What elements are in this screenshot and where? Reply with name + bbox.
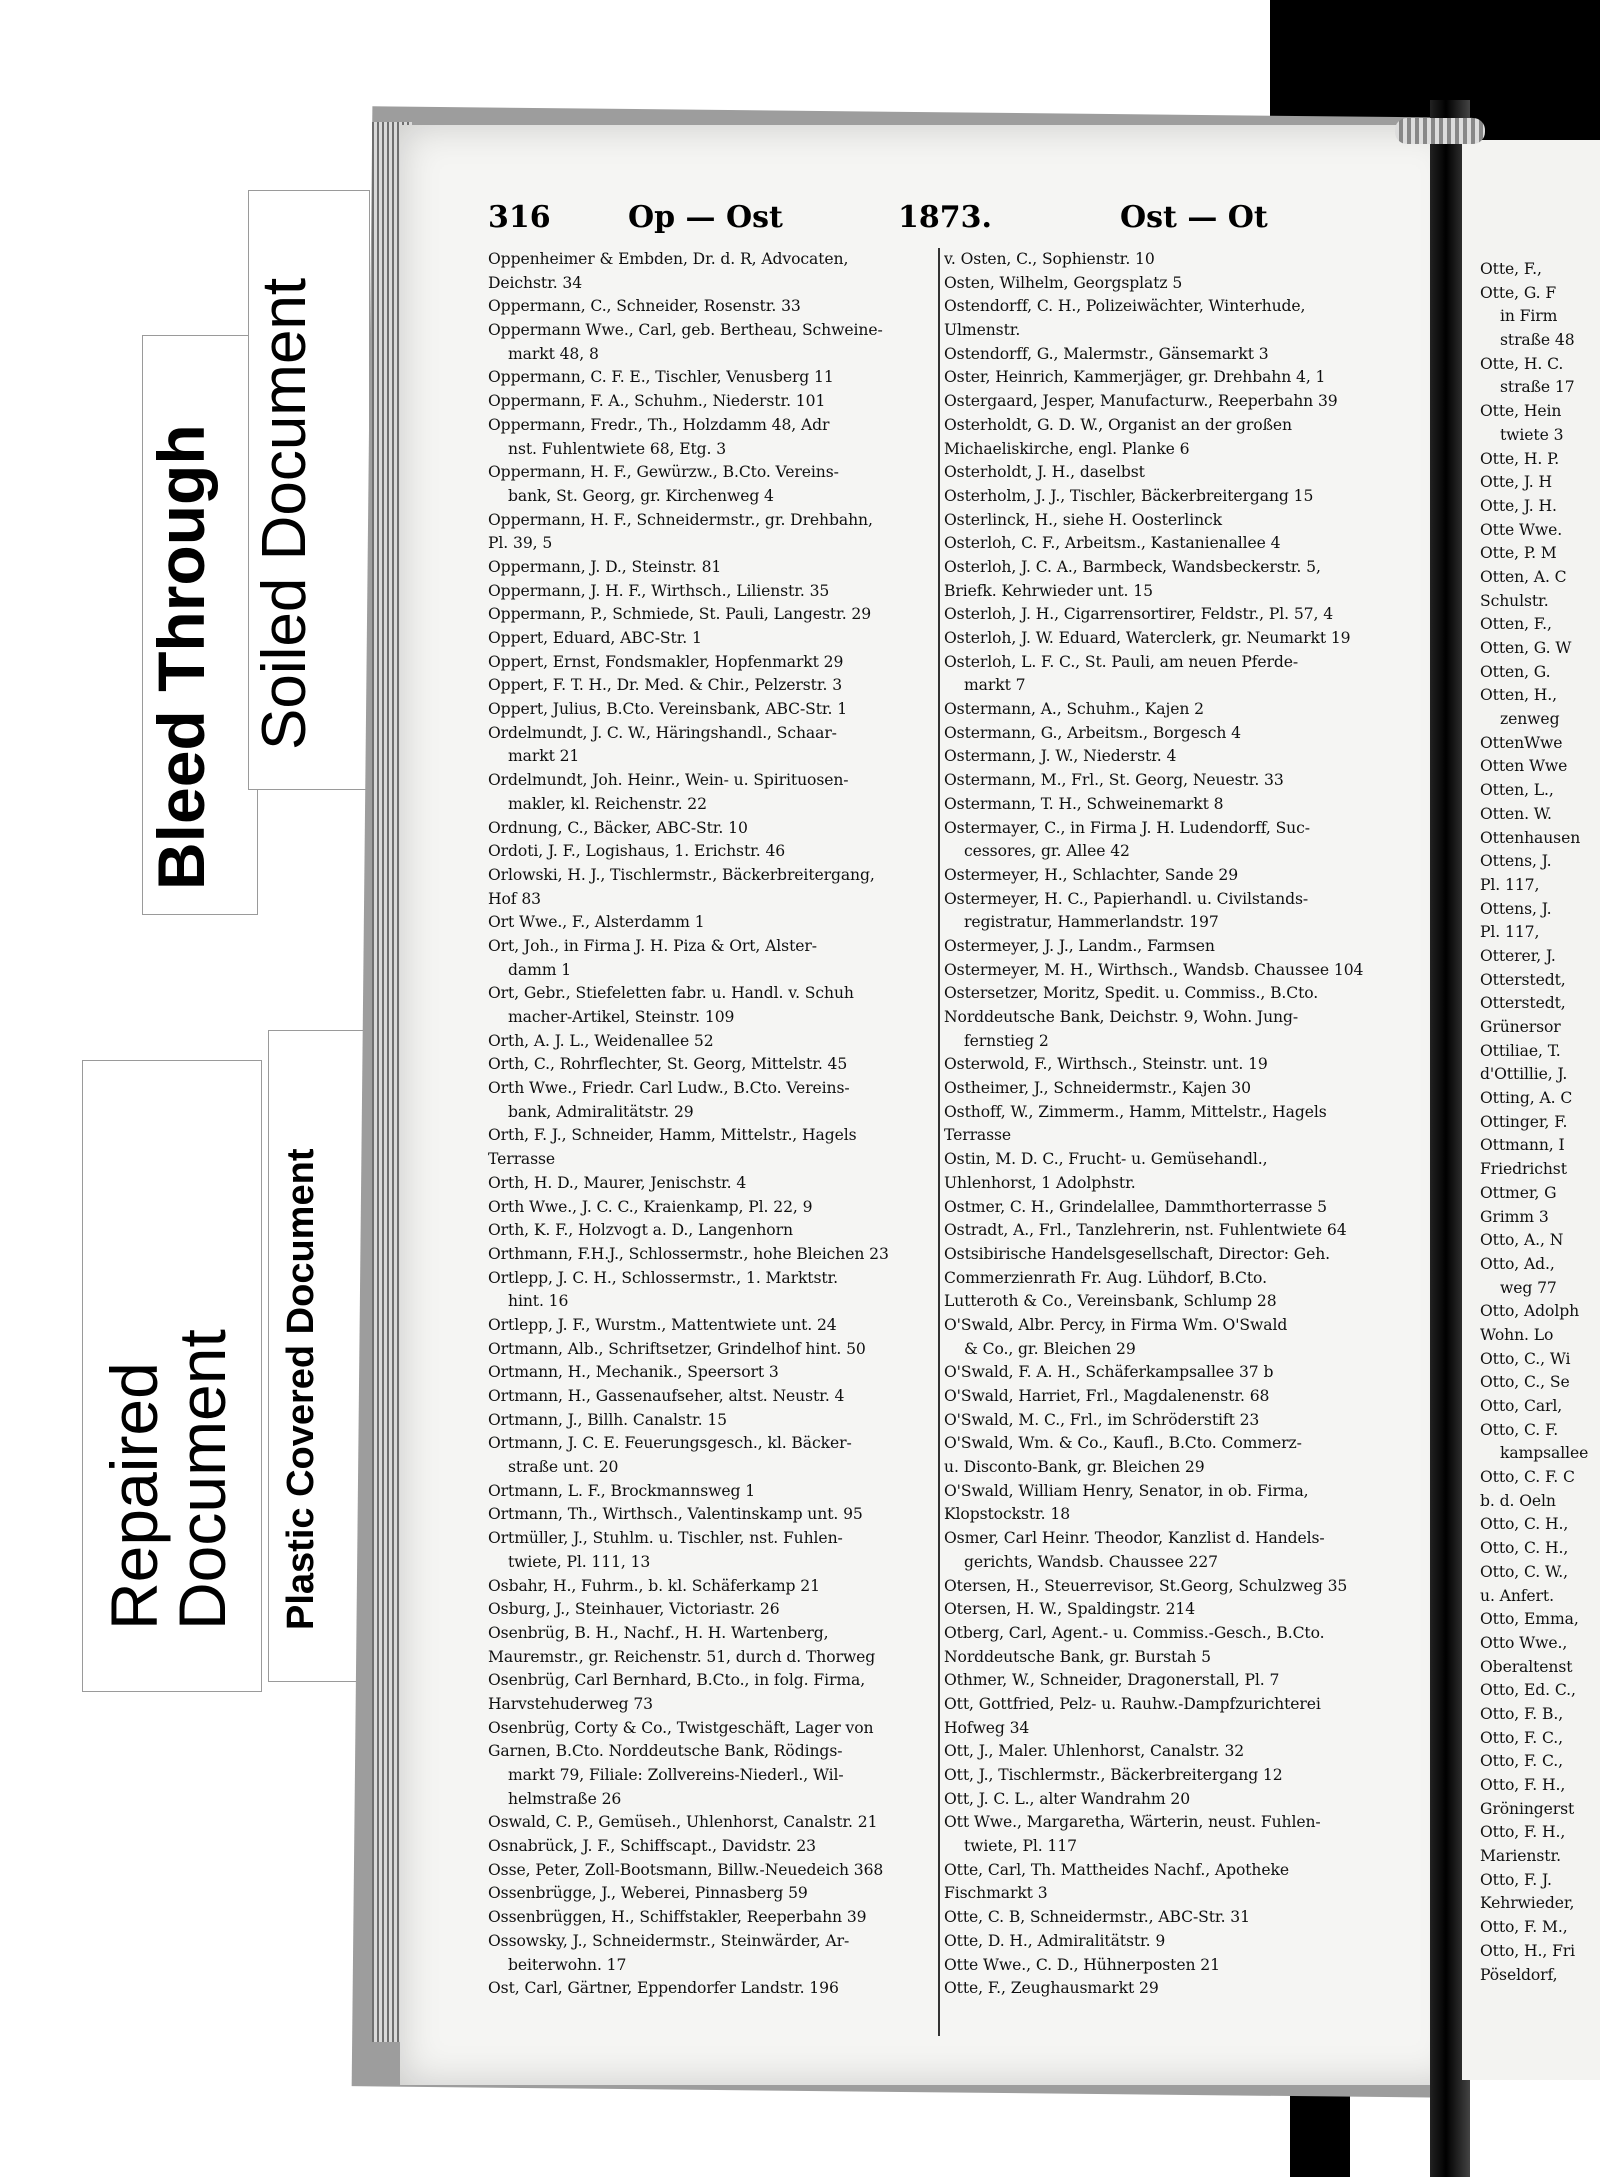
entry-line: Otte, J. H. xyxy=(1480,496,1557,515)
entry-line: Otten, F., xyxy=(1480,615,1552,634)
entry-line: Lutteroth & Co., Vereinsbank, Schlump 28 xyxy=(944,1292,1277,1311)
entry-line: Oster, Heinrich, Kammerjäger, gr. Drehbahn 4, 1 xyxy=(944,368,1326,387)
entry-line: Orlowski, H. J., Tischlermstr., Bäckerbreitergang, xyxy=(488,865,875,884)
entry-line: Osenbrüg, B. H., Nachf., H. H. Wartenberg, xyxy=(488,1623,829,1642)
entry-line: Ott, J. C. L., alter Wandrahm 20 xyxy=(944,1789,1191,1808)
entry-line: Ortmann, H., Gassenaufseher, altst. Neustr. 4 xyxy=(488,1387,845,1405)
entry-line: Ottens, J. xyxy=(1480,899,1552,918)
entry-line: Ostermann, G., Arbeitsm., Borgesch 4 xyxy=(944,723,1241,742)
entry-line: Oppermann Wwe., Carl, geb. Bertheau, Schweine- xyxy=(488,321,883,340)
entry-line: Otberg, Carl, Agent.- u. Commiss.-Gesch., B.Cto. xyxy=(944,1623,1325,1642)
entry-line: Oppermann, C., Schneider, Rosenstr. 33 xyxy=(488,297,801,316)
entry-line: Osterloh, L. F. C., St. Pauli, am neuen Pferde- xyxy=(944,652,1299,671)
entry-line: Otting, A. C xyxy=(1480,1089,1573,1108)
entry-line: Otte, J. H xyxy=(1480,473,1553,492)
entry-line: Osthoff, W., Zimmerm., Hamm, Mittelstr., Hagels xyxy=(944,1102,1327,1121)
entry-line: Oppermann, J. H. F., Wirthsch., Lilienstr. 35 xyxy=(488,581,830,600)
entry-line: Osterholm, J. J., Tischler, Bäckerbreitergang 15 xyxy=(944,486,1314,505)
entry-line: straße 48 xyxy=(1500,331,1575,350)
page-header xyxy=(488,200,1388,244)
entry-line: zenweg xyxy=(1500,710,1560,729)
entry-line: Otte Wwe., C. D., Hühnerposten 21 xyxy=(944,1955,1220,1974)
entry-line: Kehrwieder, xyxy=(1480,1894,1575,1913)
entry-line: Ostheimer, J., Schneidermstr., Kajen 30 xyxy=(944,1079,1251,1098)
entry-line: Ulmenstr. xyxy=(944,321,1021,340)
entry-line: Orthmann, F.H.J., Schlossermstr., hohe Bleichen 23 xyxy=(488,1244,889,1263)
entry-line: Otto, F. H., xyxy=(1480,1823,1566,1842)
entry-line: Osmer, Carl Heinr. Theodor, Kanzlist d. Handels- xyxy=(944,1529,1325,1548)
entry-line: Ottenhausen xyxy=(1480,828,1581,847)
entry-line: Klopstockstr. 18 xyxy=(944,1505,1071,1524)
entry-line: Otto, Carl, xyxy=(1480,1397,1563,1415)
entry-line: Osterholdt, J. H., daselbst xyxy=(944,463,1145,482)
entry-line: Michaeliskirche, engl. Planke 6 xyxy=(944,439,1190,458)
entry-line: Ott, Gottfried, Pelz- u. Rauhw.-Dampfzurichterei xyxy=(944,1694,1321,1713)
entry-line: Pöseldorf, xyxy=(1480,1965,1558,1984)
entry-line: Ostermeyer, H., Schlachter, Sande 29 xyxy=(944,865,1239,884)
entry-line: in Firm xyxy=(1500,307,1558,326)
entry-line: bank, St. Georg, gr. Kirchenweg 4 xyxy=(508,486,774,505)
entry-line: Otte, P. M xyxy=(1480,544,1557,563)
entry-line: Otto, Adolph xyxy=(1480,1302,1580,1321)
entry-line: Osenbrüg, Carl Bernhard, B.Cto., in folg. Firma, xyxy=(488,1671,866,1690)
entry-line: Wohn. Lo xyxy=(1480,1325,1554,1344)
entry-line: Ostermann, M., Frl., St. Georg, Neuestr. 33 xyxy=(944,771,1284,790)
entry-line: Oppermann, Fredr., Th., Holzdamm 48, Adr xyxy=(488,415,830,434)
entry-line: nst. Fuhlentwiete 68, Etg. 3 xyxy=(508,439,727,458)
entry-line: Ort, Joh., in Firma J. H. Piza & Ort, Alster- xyxy=(488,936,817,955)
binding-thread xyxy=(1395,118,1485,144)
entry-line: Ostendorff, G., Malermstr., Gänsemarkt 3 xyxy=(944,344,1269,363)
entry-line: Osterloh, J. C. A., Barmbeck, Wandsbeckerstr. 5, xyxy=(944,557,1321,576)
entry-line: Oppert, Ernst, Fondsmakler, Hopfenmarkt 29 xyxy=(488,652,844,671)
entry-line: Ostermeyer, M. H., Wirthsch., Wandsb. Chaussee 104 xyxy=(944,960,1364,979)
entry-line: Deichstr. 34 xyxy=(488,273,583,292)
entry-line: twiete, Pl. 111, 13 xyxy=(508,1552,651,1571)
entry-line: Ordoti, J. F., Logishaus, 1. Erichstr. 46 xyxy=(488,842,786,861)
entry-line: Harvstehuderweg 73 xyxy=(488,1694,653,1713)
entry-line: Uhlenhorst, 1 Adolphstr. xyxy=(944,1173,1136,1192)
year: 1873. xyxy=(898,200,992,235)
entry-line: O'Swald, M. C., Frl., im Schröderstift 23 xyxy=(944,1410,1260,1429)
repaired-document-label: Repaired Document xyxy=(97,1329,239,1630)
entry-line: Pl. 39, 5 xyxy=(488,534,553,553)
entry-line: Ortmann, J. C. E. Feuerungsgesch., kl. Bäcker- xyxy=(488,1434,852,1453)
entry-line: Osterloh, J. H., Cigarrensortirer, Feldstr., Pl. 57, 4 xyxy=(944,605,1334,624)
entry-line: Norddeutsche Bank, Deichstr. 9, Wohn. Jung- xyxy=(944,1008,1299,1026)
entry-line: Ost, Carl, Gärtner, Eppendorfer Landstr. 196 xyxy=(488,1979,839,1998)
entry-line: Pl. 117, xyxy=(1480,875,1540,894)
entry-line: O'Swald, F. A. H., Schäferkampsallee 37 b xyxy=(944,1363,1274,1382)
entries-column-middle xyxy=(944,248,1414,2001)
entry-line: Terrasse xyxy=(944,1126,1012,1145)
entry-line: Otte, Carl, Th. Mattheides Nachf., Apotheke xyxy=(944,1860,1289,1879)
entry-line: markt 21 xyxy=(508,747,580,766)
entry-line: Grimm 3 xyxy=(1480,1207,1549,1226)
entry-line: Otto, F. H., xyxy=(1480,1776,1566,1794)
entry-line: Orth, H. D., Maurer, Jenischstr. 4 xyxy=(488,1173,747,1192)
entry-line: Osburg, J., Steinhauer, Victoriastr. 26 xyxy=(488,1600,780,1619)
entry-line: O'Swald, Wm. & Co., Kaufl., B.Cto. Commerz- xyxy=(944,1434,1302,1453)
entry-line: Mauremstr., gr. Reichenstr. 51, durch d. Thorweg xyxy=(488,1647,876,1666)
entry-line: Orth, A. J. L., Weidenallee 52 xyxy=(488,1031,714,1050)
entry-line: Ostermann, A., Schuhm., Kajen 2 xyxy=(944,700,1204,719)
entry-line: Pl. 117, xyxy=(1480,923,1540,942)
entry-line: Otte, F., Zeughausmarkt 29 xyxy=(944,1979,1159,1998)
entry-line: Osterloh, J. W. Eduard, Waterclerk, gr. Neumarkt 19 xyxy=(944,629,1351,647)
entry-line: markt 7 xyxy=(964,676,1026,695)
entry-line: Otten, A. C xyxy=(1480,567,1567,586)
entry-line: Otto, F. M., xyxy=(1480,1918,1568,1937)
entry-line: & Co., gr. Bleichen 29 xyxy=(964,1339,1136,1358)
entry-line: Ott, J., Tischlermstr., Bäckerbreitergang 12 xyxy=(944,1766,1283,1784)
entry-line: Terrasse xyxy=(488,1150,556,1169)
entry-line: Osterloh, C. F., Arbeitsm., Kastanienallee 4 xyxy=(944,534,1281,553)
entry-line: Otte, H. P. xyxy=(1480,449,1560,468)
entry-line: Ossenbrüggen, H., Schiffstakler, Reeperbahn 39 xyxy=(488,1908,867,1927)
entry-line: Otterer, J. xyxy=(1480,946,1556,965)
entry-line: Ort, Gebr., Stiefeletten fabr. u. Handl. v. Schuh xyxy=(488,984,854,1003)
entry-line: Otte, C. B, Schneidermstr., ABC-Str. 31 xyxy=(944,1908,1250,1927)
entry-line: Ortmann, H., Mechanik., Speersort 3 xyxy=(488,1363,779,1382)
entry-line: makler, kl. Reichenstr. 22 xyxy=(508,794,707,813)
entry-line: Ostermeyer, J. J., Landm., Farmsen xyxy=(944,936,1215,955)
entry-line: Ort Wwe., F., Alsterdamm 1 xyxy=(488,913,705,932)
entry-line: damm 1 xyxy=(508,960,572,979)
entry-line: Oppermann, H. F., Schneidermstr., gr. Drehbahn, xyxy=(488,510,873,529)
entry-line: Osterlinck, H., siehe H. Oosterlinck xyxy=(944,510,1223,529)
entry-line: Otto, C., Wi xyxy=(1480,1349,1571,1368)
entry-line: Oppert, Eduard, ABC-Str. 1 xyxy=(488,629,702,647)
entry-line: Marienstr. xyxy=(1480,1847,1561,1866)
entry-line: Ostermayer, C., in Firma J. H. Ludendorff, Suc- xyxy=(944,818,1310,837)
entry-line: twiete 3 xyxy=(1500,425,1564,444)
entry-line: kampsallee xyxy=(1500,1444,1589,1463)
entry-line: Ossowsky, J., Schneidermstr., Steinwärder, Ar- xyxy=(488,1931,850,1950)
entry-line: Ostergaard, Jesper, Manufacturw., Reeperbahn 39 xyxy=(944,392,1338,411)
entry-line: Otto, H., Fri xyxy=(1480,1941,1576,1960)
entry-line: Ottmann, I xyxy=(1480,1136,1565,1155)
plastic-covered-label: Plastic Covered Document xyxy=(280,1148,322,1630)
entry-line: Ortlepp, J. F., Wurstm., Mattentwiete unt. 24 xyxy=(488,1315,837,1334)
entry-line: Otto, A., N xyxy=(1480,1231,1564,1250)
entry-line: Ostradt, A., Frl., Tanzlehrerin, nst. Fuhlentwiete 64 xyxy=(944,1221,1347,1240)
entry-line: Otten Wwe xyxy=(1480,757,1568,776)
entry-line: Otto, F. B., xyxy=(1480,1704,1564,1723)
entry-line: Otto, Emma, xyxy=(1480,1610,1579,1629)
entry-line: macher-Artikel, Steinstr. 109 xyxy=(508,1008,735,1026)
entry-line: Oppenheimer & Embden, Dr. d. R, Advocaten, xyxy=(488,250,849,268)
entry-line: Fischmarkt 3 xyxy=(944,1884,1048,1903)
entry-line: Ottens, J. xyxy=(1480,852,1552,871)
entry-line: Otto, C. H., xyxy=(1480,1539,1569,1558)
entry-line: Osbahr, H., Fuhrm., b. kl. Schäferkamp 21 xyxy=(488,1576,820,1595)
entry-line: Oberaltenst xyxy=(1480,1657,1573,1676)
entry-line: Garnen, B.Cto. Norddeutsche Bank, Rödings- xyxy=(488,1742,843,1761)
entry-line: Otto, C. H., xyxy=(1480,1515,1569,1534)
entry-line: Otersen, H., Steuerrevisor, St.Georg, Schulzweg 35 xyxy=(944,1576,1348,1595)
entry-line: Ortmann, J., Billh. Canalstr. 15 xyxy=(488,1410,727,1429)
entry-line: Osten, Wilhelm, Georgsplatz 5 xyxy=(944,273,1183,292)
entry-line: Orth, C., Rohrflechter, St. Georg, Mittelstr. 45 xyxy=(488,1055,848,1074)
entry-line: weg 77 xyxy=(1500,1278,1557,1297)
entry-line: b. d. Oeln xyxy=(1480,1491,1556,1510)
entry-line: Ottiliae, T. xyxy=(1480,1041,1561,1060)
entry-line: v. Osten, C., Sophienstr. 10 xyxy=(944,250,1155,268)
entry-line: Otten, H., xyxy=(1480,686,1558,705)
page-number: 316 xyxy=(488,200,551,235)
entry-line: Schulstr. xyxy=(1480,591,1549,610)
entry-line: straße unt. 20 xyxy=(508,1458,619,1477)
entry-line: d'Ottillie, J. xyxy=(1480,1065,1568,1084)
entry-line: markt 79, Filiale: Zollvereins-Niederl., Wil- xyxy=(508,1766,844,1784)
entry-line: Otto, F. J. xyxy=(1480,1870,1552,1889)
entry-line: Ostermann, J. W., Niederstr. 4 xyxy=(944,747,1177,766)
entry-line: Otten, G. xyxy=(1480,662,1551,681)
entry-line: Otte, H. C. xyxy=(1480,354,1564,373)
entry-line: Otto, Ad., xyxy=(1480,1254,1555,1273)
entry-line: OttenWwe xyxy=(1480,733,1563,752)
entry-line: u. Anfert. xyxy=(1480,1586,1554,1605)
entry-line: Osenbrüg, Corty & Co., Twistgeschäft, Lager von xyxy=(488,1718,874,1737)
entry-line: Oppermann, H. F., Gewürzw., B.Cto. Vereins- xyxy=(488,463,839,482)
entry-line: Otte Wwe. xyxy=(1480,520,1563,539)
entry-line: twiete, Pl. 117 xyxy=(964,1837,1077,1856)
entry-line: Ortlepp, J. C. H., Schlossermstr., 1. Marktstr. xyxy=(488,1268,839,1287)
entry-line: Otto, C., Se xyxy=(1480,1373,1570,1392)
entry-line: bank, Admiralitätstr. 29 xyxy=(508,1102,694,1121)
entry-line: Commerzienrath Fr. Aug. Lühdorf, B.Cto. xyxy=(944,1268,1267,1287)
entry-line: Otto, C. W., xyxy=(1480,1562,1568,1581)
entry-line: Ott, J., Maler. Uhlenhorst, Canalstr. 32 xyxy=(944,1742,1245,1761)
entry-line: Orth, K. F., Holzvogt a. D., Langenhorn xyxy=(488,1221,793,1240)
entry-line: Ossenbrügge, J., Weberei, Pinnasberg 59 xyxy=(488,1884,808,1903)
entry-line: Otten. W. xyxy=(1480,804,1552,823)
entry-line: Ostermeyer, H. C., Papierhandl. u. Civilstands- xyxy=(944,889,1309,908)
entry-line: Othmer, W., Schneider, Dragonerstall, Pl. 7 xyxy=(944,1671,1280,1690)
entry-line: Grünersor xyxy=(1480,1018,1561,1036)
entry-line: Gröningerst xyxy=(1480,1799,1575,1818)
entry-line: beiterwohn. 17 xyxy=(508,1955,627,1974)
entry-line: Ottmer, G xyxy=(1480,1183,1557,1202)
entry-line: Ostendorff, C. H., Polizeiwächter, Winterhude, xyxy=(944,297,1306,316)
entry-line: straße 17 xyxy=(1500,378,1575,397)
range-left: Op — Ost xyxy=(628,200,783,235)
entry-line: Orth Wwe., J. C. C., Kraienkamp, Pl. 22, 9 xyxy=(488,1197,813,1216)
entry-line: Ostermann, T. H., Schweinemarkt 8 xyxy=(944,794,1224,813)
entry-line: Ostin, M. D. C., Frucht- u. Gemüsehandl., xyxy=(944,1150,1268,1169)
entry-line: Oppermann, C. F. E., Tischler, Venusberg 11 xyxy=(488,368,834,387)
entry-line: cessores, gr. Allee 42 xyxy=(964,842,1130,861)
entry-line: Orth Wwe., Friedr. Carl Ludw., B.Cto. Vereins- xyxy=(488,1079,850,1098)
entry-line: Oswald, C. P., Gemüseh., Uhlenhorst, Canalstr. 21 xyxy=(488,1813,878,1832)
entry-line: gerichts, Wandsb. Chaussee 227 xyxy=(964,1552,1218,1571)
entry-line: Otterstedt, xyxy=(1480,970,1566,989)
range-right: Ost — Ot xyxy=(1120,200,1268,235)
soiled-document-label: Soiled Document xyxy=(250,277,319,750)
entry-line: Hof 83 xyxy=(488,889,541,908)
entry-line: Otto, Ed. C., xyxy=(1480,1681,1576,1700)
entry-line: hint. 16 xyxy=(508,1292,569,1311)
entry-line: Orth, F. J., Schneider, Hamm, Mittelstr., Hagels xyxy=(488,1126,857,1145)
entry-line: Oppermann, J. D., Steinstr. 81 xyxy=(488,557,722,576)
entry-line: Friedrichst xyxy=(1480,1160,1567,1179)
entry-line: Osterholdt, G. D. W., Organist an der großen xyxy=(944,415,1292,434)
entry-line: Ostsibirische Handelsgesellschaft, Director: Geh. xyxy=(944,1244,1331,1263)
entry-line: O'Swald, William Henry, Senator, in ob. Firma, xyxy=(944,1481,1309,1500)
entry-line: Ostmer, C. H., Grindelallee, Dammthorterrasse 5 xyxy=(944,1197,1327,1216)
entry-line: Otersen, H. W., Spaldingstr. 214 xyxy=(944,1600,1196,1619)
entry-line: Oppermann, P., Schmiede, St. Pauli, Langestr. 29 xyxy=(488,605,872,624)
entry-line: Ortmüller, J., Stuhlm. u. Tischler, nst. Fuhlen- xyxy=(488,1529,843,1548)
entry-line: Ordelmundt, J. C. W., Häringshandl., Schaar- xyxy=(488,723,837,742)
entry-line: Otto, F. C., xyxy=(1480,1752,1564,1771)
entry-line: Otte, Hein xyxy=(1480,402,1562,421)
entry-line: Ostersetzer, Moritz, Spedit. u. Commiss., B.Cto. xyxy=(944,984,1319,1003)
entry-line: Otto, C. F. C xyxy=(1480,1468,1575,1487)
entry-line: Otto Wwe., xyxy=(1480,1633,1568,1652)
entry-line: Ordnung, C., Bäcker, ABC-Str. 10 xyxy=(488,818,748,837)
entry-line: Otto, C. F. xyxy=(1480,1420,1559,1439)
entry-line: Ortmann, Th., Wirthsch., Valentinskamp unt. 95 xyxy=(488,1505,863,1524)
entry-line: u. Disconto-Bank, gr. Bleichen 29 xyxy=(944,1458,1205,1477)
entry-line: Ott Wwe., Margaretha, Wärterin, neust. Fuhlen- xyxy=(944,1813,1321,1832)
entry-line: Oppermann, F. A., Schuhm., Niederstr. 101 xyxy=(488,392,826,411)
entry-line: Ottinger, F. xyxy=(1480,1112,1568,1131)
entry-line: Osse, Peter, Zoll-Bootsmann, Billw.-Neuedeich 368 xyxy=(488,1860,884,1879)
entry-line: Otte, D. H., Admiralitätstr. 9 xyxy=(944,1931,1166,1950)
entry-line: Hofweg 34 xyxy=(944,1718,1030,1737)
entry-line: Briefk. Kehrwieder unt. 15 xyxy=(944,581,1153,600)
entries-column-left xyxy=(488,248,948,2001)
entry-line: Osterwold, F., Wirthsch., Steinstr. unt. 19 xyxy=(944,1055,1268,1074)
entry-line: Oppert, Julius, B.Cto. Vereinsbank, ABC-Str. 1 xyxy=(488,700,848,719)
bleed-through-label: Bleed Through xyxy=(144,424,218,890)
entry-line: Norddeutsche Bank, gr. Burstah 5 xyxy=(944,1647,1211,1666)
entry-line: registratur, Hammerlandstr. 197 xyxy=(964,913,1219,932)
entry-line: Oppert, F. T. H., Dr. Med. & Chir., Pelzerstr. 3 xyxy=(488,676,843,695)
entry-line: Ortmann, Alb., Schriftsetzer, Grindelhof hint. 50 xyxy=(488,1339,866,1358)
entry-line: Otto, F. C., xyxy=(1480,1728,1564,1747)
entry-line: helmstraße 26 xyxy=(508,1789,622,1808)
entry-line: Otten, G. W xyxy=(1480,639,1572,657)
entry-line: O'Swald, Albr. Percy, in Firma Wm. O'Swald xyxy=(944,1315,1288,1334)
entry-line: Otte, F., xyxy=(1480,260,1542,278)
entry-line: Otten, L., xyxy=(1480,781,1554,800)
entry-line: Ortmann, L. F., Brockmannsweg 1 xyxy=(488,1481,756,1500)
entry-line: fernstieg 2 xyxy=(964,1031,1049,1050)
entry-line: Otterstedt, xyxy=(1480,994,1566,1013)
entry-line: Otte, G. F xyxy=(1480,283,1557,302)
entry-line: O'Swald, Harriet, Frl., Magdalenenstr. 68 xyxy=(944,1387,1270,1405)
entry-line: markt 48, 8 xyxy=(508,344,599,363)
entry-line: Osnabrück, J. F., Schiffscapt., Davidstr. 23 xyxy=(488,1837,817,1856)
entries-column-facing xyxy=(1480,258,1600,1987)
entry-line: Ordelmundt, Joh. Heinr., Wein- u. Spirituosen- xyxy=(488,771,849,790)
